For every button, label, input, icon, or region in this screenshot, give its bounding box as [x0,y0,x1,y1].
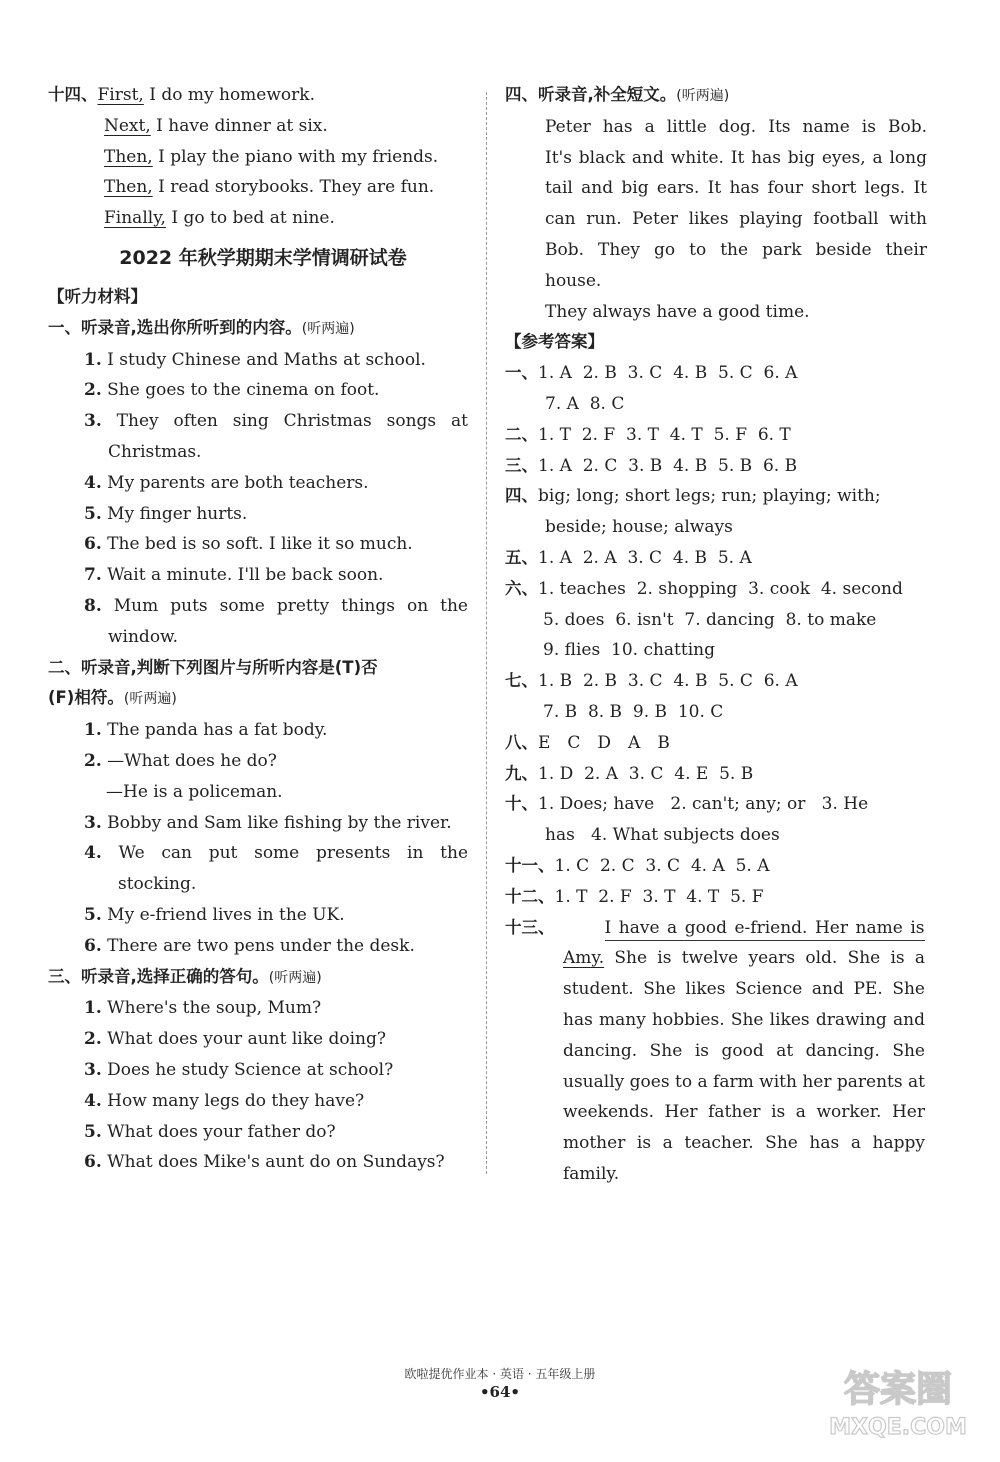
underlined-word: Finally, [104,208,166,229]
underlined-word: Next, [104,115,151,136]
item-number: 4. [84,472,102,493]
left-column [48,80,478,1178]
answer-item: 4. T [669,424,703,445]
answer-item: 6. A [763,671,798,692]
item-number: 6. [84,1152,102,1173]
item-text: What does your father do? [107,1121,336,1142]
answer-9 [505,759,935,790]
answer-item: 3. C [627,671,663,692]
underlined-word: Then, [104,177,153,198]
answer-label: 十一、 [505,855,555,875]
answer-item: 9. B [632,701,667,722]
item-number: 4. [84,1090,102,1111]
item-number: 3. [84,1059,102,1080]
answer-item: 7. A [545,393,579,414]
answer-item: 4. E [674,763,709,784]
answer-item: 1. A [538,547,572,568]
answer-item: 1. Does; have [538,794,655,815]
answer-3 [505,451,935,482]
part-note: (听两遍) [123,691,177,708]
answer-item: 1. D [538,763,574,784]
answer-item: 2. A [582,547,617,568]
answer-item: 1. T [538,424,571,445]
answer-7 [505,666,935,697]
answer-item: 2. B [582,671,618,692]
answer-item: 5. B [719,763,754,784]
answer-4 [505,481,935,512]
essay-line: dancing. She is good at dancing. She [563,1040,925,1061]
part1-title [48,313,478,345]
answer-item: 3. B [628,455,663,476]
answer-text: E C D A B [538,732,670,753]
answer-item: has [545,825,575,846]
watermark-logo [808,1359,988,1444]
answer-item: 2. C [599,855,635,876]
item-text: The panda has a fat body. [107,720,328,741]
item-number: 1. [84,349,102,370]
item-number: 8. [84,595,102,616]
item-number: 6. [84,935,102,956]
answer-6 [505,574,935,605]
sentence-text: I have dinner at six. [150,115,328,136]
essay-line: has many hobbies. She likes drawing and [563,1009,925,1030]
answer-label: 九、 [505,763,538,783]
essay-line: family. [563,1163,620,1184]
answer-item: 3. cook [748,578,811,599]
answer-item: 3. C [627,547,663,568]
answer-label: 七、 [505,671,538,691]
answer-5 [505,543,935,574]
sentence-text: I read storybooks. They are fun. [152,177,435,198]
item-text-cont: window. [108,626,178,647]
page-number: •64• [479,1383,521,1401]
item-number: 3. [84,812,102,833]
answer-item: 4. B [673,363,708,384]
item-number: 1. [84,720,102,741]
answer-item: 6. T [757,424,791,445]
essay-first-line: I have a good e-friend. Her name is [605,916,925,941]
answer-label: 六、 [505,578,538,598]
answer-label: 十三、 [505,917,555,937]
answer-12 [505,882,935,913]
item-text-cont: Christmas. [108,441,202,462]
answer-item: 3. C [627,363,663,384]
item-text: My finger hurts. [107,503,248,524]
essay-line: student. She likes Science and PE. She [563,979,925,1000]
item-text: Where's the soup, Mum? [107,998,322,1019]
item-number: 6. [84,534,102,555]
answer-item: 7. dancing [684,609,775,630]
answer-item: 3. He [821,794,869,815]
answer-item: 4. T [686,886,720,907]
item-text: My e-friend lives in the UK. [107,904,345,925]
item-number: 2. [84,380,102,401]
answer-label: 十二、 [505,886,555,906]
answer-item: 1. teaches [538,578,626,599]
sentence-text: I play the piano with my friends. [152,146,439,167]
item-text: —What does he do? [107,750,277,771]
item-number: 1. [84,998,102,1019]
answer-label: 三、 [505,455,538,475]
answer-8 [505,728,935,759]
answer-item: 4. B [673,455,708,476]
item-number: 5. [84,904,102,925]
answer-label: 二、 [505,424,538,444]
section-label: 十四、 [48,85,98,104]
answer-label: 八、 [505,732,538,752]
part-title-text: 四、听录音,补全短文。 [505,85,677,104]
answer-text: beside; house; always [545,517,733,538]
answer-item: 5. A [735,855,770,876]
answer-13 [505,913,935,944]
passage-line: They always have a good time. [545,301,810,322]
answer-item: 9. flies [543,640,601,661]
essay-line: usually goes to a farm with her parents at [563,1071,925,1092]
essay-text: She is twelve years old. She is a [604,948,925,969]
answer-item: 10. C [677,701,724,722]
answer-item: 5. does [543,609,605,630]
answer-item: 1. A [538,455,572,476]
item-number: 3. [84,411,102,432]
answer-item: 3. T [642,886,676,907]
item-number: 2. [84,750,102,771]
passage-line: tail and big ears. It has four short legs. It [545,178,927,199]
part-title-text: 三、听录音,选择正确的答句。 [48,966,269,986]
answer-item: 6. isn't [615,609,674,630]
answer-item: 2. F [581,424,616,445]
watermark-url: MXQE.COM [829,1415,967,1440]
item-text: The bed is so soft. I like it so much. [107,534,413,555]
item-text-cont: stocking. [118,874,197,895]
item-text: My parents are both teachers. [107,472,369,493]
item-text: What does Mike's aunt do on Sundays? [107,1152,445,1173]
answer-item: 5. B [718,455,753,476]
answer-label: 四、 [505,486,538,506]
answer-item: 5. F [713,424,747,445]
item-number: 5. [84,1121,102,1142]
item-number: 5. [84,503,102,524]
underlined-word: Then, [104,146,153,167]
watermark-text: 答案圈 [843,1369,953,1410]
answer-item: 5. F [730,886,764,907]
essay-line: weekends. Her father is a worker. Her [563,1102,925,1123]
footer-book-title: 欧啦提优作业本 · 英语 · 五年级上册 [404,1367,596,1381]
part-note: (听两遍) [676,88,730,104]
item-text: How many legs do they have? [107,1090,365,1111]
essay-line: mother is a teacher. She has a happy [563,1133,925,1154]
part-title-text: 一、听录音,选出你所听到的内容。 [48,317,302,337]
answer-10 [505,789,935,820]
answers-header: 【参考答案】 [505,332,604,352]
answer-label: 五、 [505,547,538,567]
part4-title [505,80,935,112]
answer-label: 一、 [505,363,538,383]
item-text: They often sing Christmas songs at [116,411,468,432]
passage-line: Peter has a little dog. Its name is Bob. [545,116,927,137]
answer-item: 8. C [589,393,625,414]
listening-header: 【听力材料】 [48,286,147,306]
right-column [505,80,935,1190]
answer-item: 4. second [820,578,903,599]
section-14 [48,80,478,234]
answer-item: 4. What subjects does [591,825,780,846]
answer-item: 3. C [628,763,664,784]
answer-item: 4. B [673,671,708,692]
answer-item: 5. C [718,363,753,384]
item-text: There are two pens under the desk. [107,935,415,956]
column-divider [486,92,487,1174]
item-text-cont: —He is a policeman. [106,781,283,802]
exam-title: 2022 年秋学期期末学情调研试卷 [119,246,407,269]
answer-item: 2. shopping [636,578,738,599]
item-text: I study Chinese and Maths at school. [107,349,426,370]
answer-item: 5. C [718,671,753,692]
sentence-text: I do my homework. [143,85,315,105]
answer-item: 5. A [717,547,752,568]
item-text: We can put some presents in the [118,843,469,864]
underlined-word: First, [97,85,144,105]
answer-item: 8. B [587,701,623,722]
sentence-text: I go to bed at nine. [165,208,335,229]
answer-item: 4. B [672,547,708,568]
answer-item: 1. B [538,671,573,692]
answer-item: 2. A [584,763,618,784]
passage-line: Bob. They go to the park beside their house. [545,239,927,291]
underlined-word: Amy. [563,948,605,969]
item-text: Bobby and Sam like fishing by the river. [107,812,452,833]
item-text: She goes to the cinema on foot. [107,380,380,401]
part3-title [48,962,478,994]
passage-line: It's black and white. It has big eyes, a long [545,147,927,168]
answer-text: big; long; short legs; run; playing; with; [538,486,881,507]
part-title-text: (F)相符。 [48,688,124,708]
item-number: 7. [84,565,102,586]
answer-item: 2. F [598,886,632,907]
answer-item: 1. A [538,363,572,384]
answer-item: 2. C [582,455,618,476]
answer-item: 3. C [645,855,681,876]
answer-item: 10. chatting [611,640,715,661]
item-number: 2. [84,1029,102,1050]
part2-title: 二、听录音,判断下列图片与所听内容是(T)否 [48,657,378,677]
part-note: (听两遍) [268,969,322,986]
answer-item: 3. T [626,424,659,445]
answer-item: 6. B [762,455,798,476]
answer-item: 8. to make [785,609,877,630]
item-text: Wait a minute. I'll be back soon. [107,565,384,586]
answer-2 [505,420,935,451]
answer-item: 2. B [582,363,617,384]
answer-item: 7. B [543,701,578,722]
answer-item: 2. can't; any; or [670,794,806,815]
item-number: 4. [84,843,102,864]
answer-item: 1. C [554,855,590,876]
answer-label: 十、 [505,794,538,814]
item-text: Does he study Science at school? [107,1059,394,1080]
passage-line: can run. Peter likes playing football with [545,209,927,230]
answer-item: 6. A [763,363,798,384]
part-note: (听两遍) [301,320,355,337]
item-text: Mum puts some pretty things on the [113,595,468,616]
answer-1 [505,358,935,389]
answer-item: 1. T [554,886,588,907]
answer-item: 4. A [690,855,725,876]
item-text: What does your aunt like doing? [107,1029,386,1050]
answer-11 [505,851,935,882]
